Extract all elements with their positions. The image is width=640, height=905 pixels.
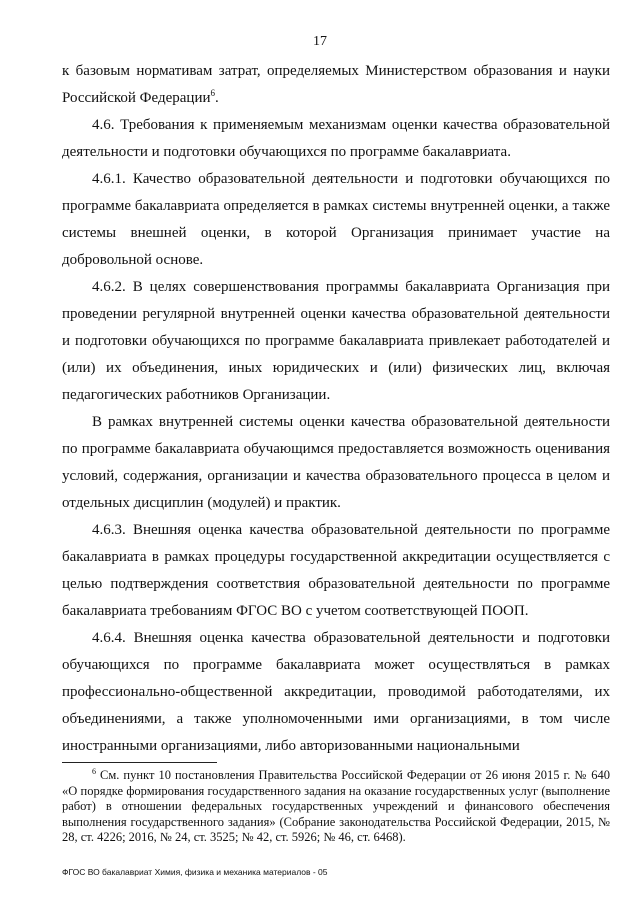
footnote-reference: 6: [210, 88, 216, 98]
paragraph-4-6-3: 4.6.3. Внешняя оценка качества образовательной деятельности по программе бакалавриата в рамках процедуры государственной аккредитации осуществляется с целью подтверждения соответствия образовательной деятельности по программе бакалавриата требованиям ФГОС ВО с учетом соответствующей ПООП.: [62, 522, 610, 619]
paragraph-4-6-2: 4.6.2. В целях совершенствования программы бакалавриата Организация при проведении регулярной внутренней оценки качества образовательной деятельности и подготовки обучающихся по программе бакалавриата привлекает работодателей и (или) их объединения, иных юридических и (или) физических лиц, включая педагогических работников Организации.: [62, 279, 610, 403]
document-body: [62, 58, 610, 760]
paragraph-continuation: к базовым нормативам затрат, определяемых Министерством образования и науки Российской Федерации$^6$.: [62, 63, 610, 106]
paragraph-internal-assessment: В рамках внутренней системы оценки качества образовательной деятельности по программе бакалавриата обучающимся предоставляется возможность оценивания условий, содержания, организации и качества образовательного процесса в целом и отдельных дисциплин (модулей) и практик.: [62, 414, 610, 511]
footnote-mark: 6: [92, 766, 96, 776]
footnote: [62, 768, 610, 846]
running-footer: ФГОС ВО бакалавриат Химия, физика и механика материалов - 05: [62, 867, 328, 877]
paragraph-4-6-1: 4.6.1. Качество образовательной деятельности и подготовки обучающихся по программе бакалавриата определяется в рамках системы внутренней оценки, а также системы внешней оценки, в которой Организация принимает участие на добровольной основе.: [62, 171, 610, 268]
page-number: 17: [313, 34, 327, 49]
paragraph-4-6-4: 4.6.4. Внешняя оценка качества образовательной деятельности и подготовки обучающихся по программе бакалавриата может осуществляться в рамках профессионально-общественной аккредитации, проводимой работодателями, их объединениями, а также уполномоченными ими организациями, в том числе иностранными организациями, либо авторизованными национальными: [62, 630, 610, 754]
footnote-separator: [62, 762, 217, 763]
footnote-text: См. пункт 10 постановления Правительства Российской Федерации от 26 июня 2015 г. № 640 «О порядке формирования государственного задания на оказание государственных услуг (выполнение работ) в отношении федеральных государственных учреждений и финансового обеспечения выполнения государственного задания» (Собрание законодательства Российской Федерации, 2015, № 28, ст. 4226; 2016, № 24, ст. 3525; № 42, ст. 5926; № 46, ст. 6468).: [62, 768, 610, 844]
paragraph-4-6: 4.6. Требования к применяемым механизмам оценки качества образовательной деятельности и подготовки обучающихся по программе бакалавриата.: [62, 117, 610, 160]
